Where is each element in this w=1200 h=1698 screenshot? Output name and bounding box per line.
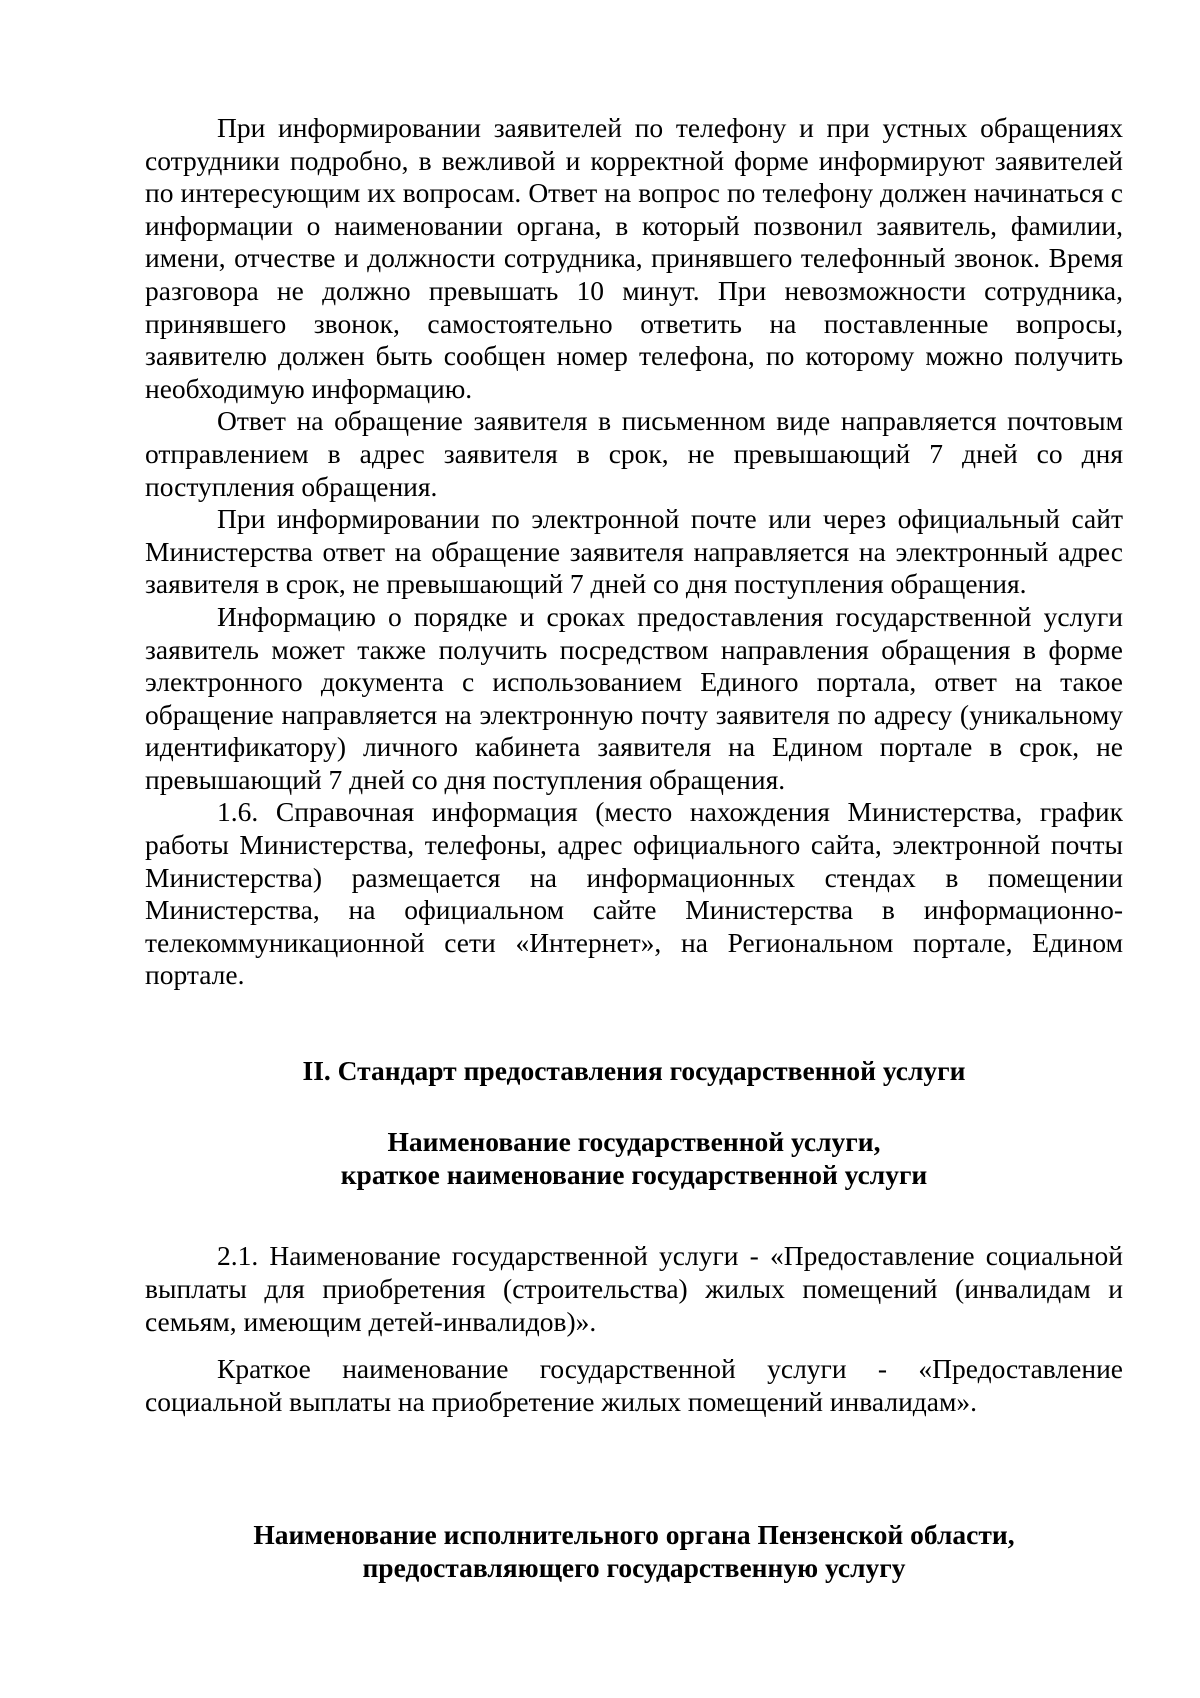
section-heading-text: II. Стандарт предоставления государственной услуги <box>302 1055 966 1086</box>
paragraph-phone-info: При информировании заявителей по телефону и при устных обращениях сотрудники подробно, в вежливой и корректной форме информируют заявителей по интересующим их вопросам. Ответ на вопрос по телефону должен начинаться с информации о наименовании органа, в который позвонил заявитель, фамилии, имени, отчестве и должности сотрудника, принявшего телефонный звонок. Время разговора не должно превышать 10 минут. При невозможности сотрудника, принявшего звонок, самостоятельно ответить на поставленные вопросы, заявителю должен быть сообщен номер телефона, по которому можно получить необходимую информацию. <box>145 112 1123 404</box>
paragraph-short-name-block <box>145 1352 1123 1418</box>
paragraph-short-name: Краткое наименование государственной услуги - «Предоставление социальной выплаты на приобретение жилых помещений инвалидам». <box>145 1353 1123 1417</box>
subheading-executive-body-line1: Наименование исполнительного органа Пензенской области, <box>253 1519 1015 1550</box>
paragraph-portal-info: Информацию о порядке и сроках предоставления государственной услуги заявитель может также получить посредством направления обращения в форме электронного документа с использованием Единого портала, ответ на такое обращение направляется на электронную почту заявителя по адресу (уникальному идентификатору) личного кабинета заявителя на Едином портале в срок, не превышающий 7 дней со дня поступления обращения. <box>145 600 1123 795</box>
paragraph-written-reply: Ответ на обращение заявителя в письменном виде направляется почтовым отправлением в адрес заявителя в срок, не превышающий 7 дней со дня поступления обращения. <box>145 405 1123 502</box>
subheading-service-name <box>145 1125 1123 1191</box>
subheading-service-name-line2: краткое наименование государственной услуги <box>340 1159 928 1190</box>
subheading-service-name-line1: Наименование государственной услуги, <box>387 1126 881 1157</box>
paragraph-2-1: 2.1. Наименование государственной услуги - «Предоставление социальной выплаты для приобретения (строительства) жилых помещений (инвалидам и семьям, имеющим детей-инвалидов)». <box>145 1240 1123 1337</box>
paragraph-2-1-block <box>145 1239 1123 1338</box>
section-heading <box>145 1054 1123 1087</box>
subheading-executive-body-line2: предоставляющего государственную услугу <box>362 1552 906 1583</box>
paragraph-reference-info: 1.6. Справочная информация (место нахождения Министерства, график работы Министерства, телефоны, адрес официального сайта, электронной почты Министерства) размещается на информационных стендах в помещении Министерства, на официальном сайте Министерства в информационно-телекоммуникационной сети «Интернет», на Региональном портале, Едином портале. <box>145 796 1123 991</box>
subheading-executive-body <box>145 1518 1123 1584</box>
paragraph-email-reply: При информировании по электронной почте или через официальный сайт Министерства ответ на обращение заявителя направляется на электронный адрес заявителя в срок, не превышающий 7 дней со дня поступления обращения. <box>145 503 1123 600</box>
body-text-top <box>145 112 1123 992</box>
